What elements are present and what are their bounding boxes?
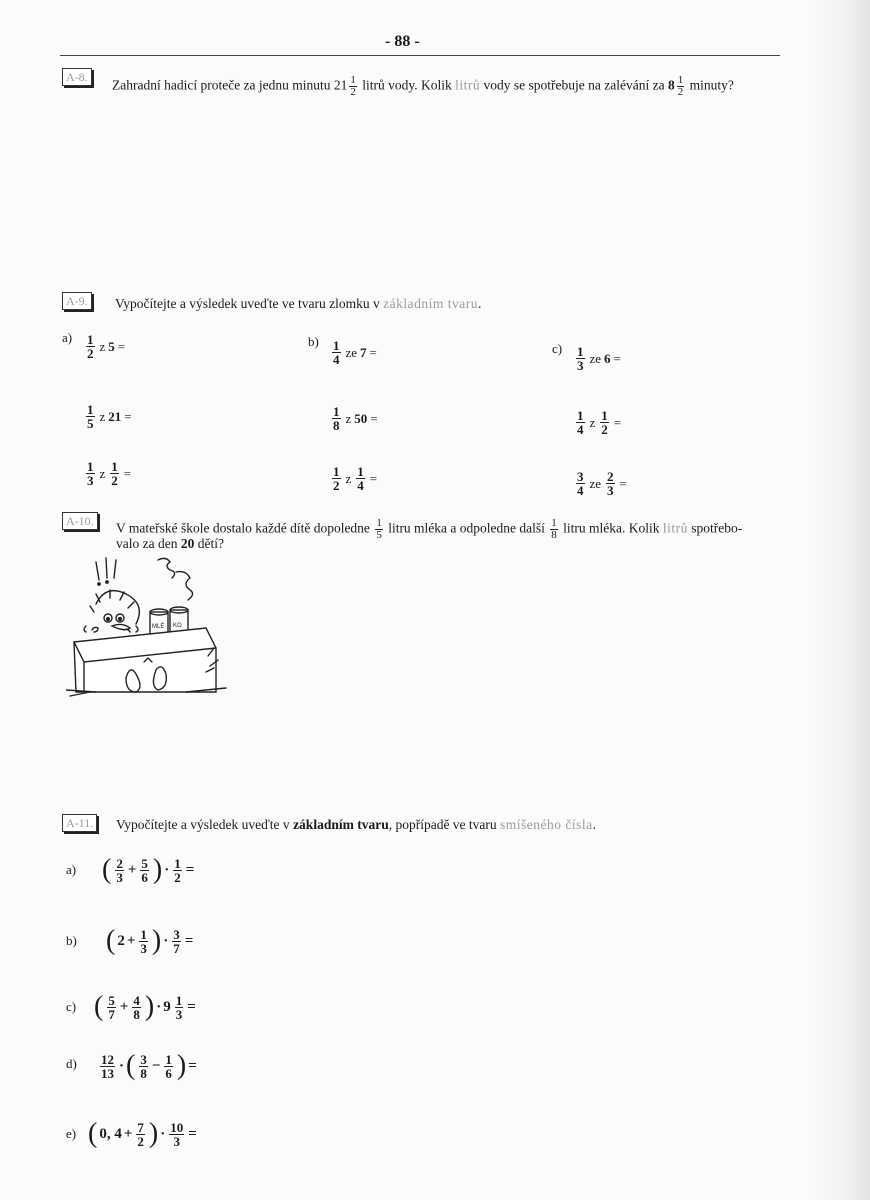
- exercise-label-a10: A-10.: [62, 512, 98, 530]
- a11c-dot: ·: [156, 998, 162, 1015]
- a11a-f2n: 5: [141, 855, 148, 871]
- a11a-f1: [115, 857, 124, 884]
- a11c-f2n: 4: [133, 992, 140, 1008]
- cartoon-cup2-label: KO: [173, 623, 182, 629]
- a11-text3: .: [592, 817, 597, 832]
- a9-task-value-fraction: [606, 470, 615, 497]
- a9-task: [574, 409, 621, 436]
- a11b-op: +: [126, 932, 136, 949]
- a9-task-den: 2: [333, 478, 340, 493]
- a11a-dot: ·: [164, 861, 170, 878]
- a9-task-op: ze: [345, 344, 358, 360]
- a11e-f2: [169, 1121, 184, 1148]
- a11e-f1: [136, 1121, 145, 1148]
- a9-task-value: 7: [360, 344, 367, 360]
- a11c-f2: [132, 994, 141, 1021]
- a10-frac2: [550, 518, 558, 541]
- a11e-rparen: ): [148, 1118, 159, 1149]
- a9-task: [330, 405, 378, 432]
- exercise-a10-line2: [116, 536, 224, 552]
- cartoon-cup1-label: MLÉ: [152, 624, 165, 630]
- a11c-f1n: 5: [108, 992, 115, 1008]
- a11b-dot: ·: [163, 932, 169, 949]
- a9-task-num: 3: [577, 469, 584, 484]
- a9-task-op: z: [99, 465, 106, 481]
- a9-letter-c: c): [552, 341, 563, 356]
- a11-expr-c: [94, 993, 196, 1021]
- a8-frac1-den: 2: [350, 86, 356, 98]
- a11d-f1: [139, 1053, 148, 1080]
- a9-task-num: 1: [333, 404, 340, 419]
- a9-task-value-fraction: [600, 409, 609, 436]
- a8-frac2: [677, 75, 685, 98]
- a9-task-fraction: [576, 409, 585, 436]
- scan-shadow: [810, 0, 870, 1200]
- a9-task-vden: 2: [601, 422, 608, 437]
- a9-task-eq: =: [369, 344, 377, 360]
- a9-task-num: 1: [87, 402, 94, 417]
- a8-frac2-num: 1: [677, 74, 684, 86]
- a11b-eq: =: [184, 932, 194, 949]
- a11-text2: , popřípadě ve tvaru: [388, 817, 497, 832]
- a11-expr-a: [102, 856, 194, 884]
- a11c-f3n: 1: [175, 992, 183, 1008]
- a11b-rparen: ): [151, 925, 162, 956]
- a11-letter-b: b): [66, 933, 77, 948]
- a11a-f2: [140, 857, 149, 884]
- a11c-f2d: 8: [133, 1006, 140, 1022]
- a11e-dot: ·: [160, 1125, 166, 1142]
- exercise-label-a11: A-11.: [62, 814, 97, 832]
- a10-line2a: valo za den: [116, 536, 178, 551]
- a9-task-den: 3: [87, 473, 94, 488]
- a11d-op: −: [151, 1057, 161, 1074]
- a9-text2: .: [478, 296, 482, 311]
- a11c-lparen: (: [94, 991, 104, 1022]
- a11-text1: Vypočítejte a výsledek uveďte v: [116, 817, 290, 832]
- a11-expr-e: [88, 1120, 197, 1148]
- a11d-f0n: 12: [101, 1051, 114, 1067]
- a11e-f2n: 10: [170, 1119, 184, 1135]
- a9-task-eq: =: [370, 410, 378, 426]
- a11e-f1d: 2: [137, 1133, 144, 1149]
- a10-line2c: dětí?: [197, 536, 224, 551]
- a8-text2: litrů vody. Kolik: [362, 77, 452, 93]
- a9-task-value-fraction: [110, 460, 119, 487]
- a8-frac2-den: 2: [677, 86, 684, 98]
- a10-text3: litru mléka. Kolik: [563, 520, 660, 536]
- a10-text2: litru mléka a odpoledne další: [388, 520, 545, 536]
- a11b-lparen: (: [106, 925, 116, 956]
- a8-text1: Zahradní hadicí proteče za jednu minutu: [112, 77, 331, 93]
- a9-task-value: 50: [354, 410, 368, 426]
- a11b-f1n: 1: [140, 926, 147, 942]
- a9-task: [330, 465, 377, 492]
- a10-frac1-num: 1: [376, 517, 382, 529]
- a11-expr-b: [106, 927, 193, 955]
- a9-task-den: 4: [577, 422, 584, 437]
- a9-task-fraction: [86, 403, 95, 430]
- a11e-f1n: 7: [137, 1119, 144, 1135]
- a9-task-eq: =: [619, 475, 627, 491]
- a9-task-op: z: [345, 470, 352, 486]
- a11d-lparen: (: [126, 1050, 136, 1081]
- a11c-rparen: ): [144, 991, 155, 1022]
- a9-task-num: 1: [87, 459, 94, 474]
- a11d-f0: [100, 1053, 115, 1080]
- a10-frac2-den: 8: [551, 529, 557, 541]
- a11c-f1d: 7: [108, 1006, 115, 1022]
- a8-frac1-num: 1: [350, 74, 356, 86]
- a9-task-num: 1: [333, 464, 340, 479]
- a11a-lparen: (: [102, 854, 112, 885]
- a9-letter-b: b): [308, 334, 319, 349]
- header-rule: [60, 55, 780, 56]
- a9-task-op: ze: [589, 475, 602, 491]
- exercise-a11-text: [116, 817, 596, 833]
- a11d-dot: ·: [119, 1057, 125, 1074]
- a11b-f2d: 7: [173, 940, 180, 956]
- a11a-op: +: [127, 861, 137, 878]
- a11d-f1d: 8: [140, 1065, 147, 1081]
- a9-task-den: 4: [577, 483, 584, 498]
- a11-letter-a: a): [66, 862, 77, 877]
- a9-task-den: 2: [87, 346, 94, 361]
- a8-text3: vody se spotřebuje na zalévání za: [483, 77, 665, 93]
- a9-task-fraction: [576, 470, 585, 497]
- a11a-f2d: 6: [141, 869, 148, 885]
- a11c-f1: [107, 994, 116, 1021]
- a9-task-den: 4: [333, 352, 340, 367]
- page-number: - 88 -: [385, 33, 420, 50]
- a11a-f1d: 3: [116, 869, 123, 885]
- a10-frac1: [375, 518, 383, 541]
- a11-letter-c: c): [66, 999, 77, 1014]
- a9-task-num: 1: [577, 408, 584, 423]
- a11d-f0d: 13: [101, 1065, 114, 1081]
- a11c-op: +: [119, 998, 129, 1015]
- a11a-f3: [173, 857, 182, 884]
- a9-task-fraction: [86, 333, 95, 360]
- a11d-f1n: 3: [140, 1051, 147, 1067]
- a9-task-eq: =: [613, 414, 622, 430]
- a9-task: [84, 403, 132, 430]
- a9-task-vnum: 1: [601, 408, 608, 423]
- a9-task-op: z: [345, 410, 352, 426]
- a11b-f1d: 3: [140, 940, 147, 956]
- exercise-label-a8: A-8.: [62, 68, 92, 86]
- a9-task-fraction: [332, 405, 341, 432]
- a11c-mixed-whole: 9: [163, 998, 171, 1015]
- a9-task-vnum: 1: [357, 464, 364, 479]
- a11-letter-d: d): [66, 1056, 77, 1071]
- exercise-label-a9: A-9.: [62, 292, 92, 310]
- a9-task: [84, 460, 131, 487]
- a11c-f3d: 3: [175, 1006, 183, 1022]
- a8-frac1: [349, 75, 357, 98]
- a11b-f2: [172, 928, 181, 955]
- a9-task-vden: 3: [607, 483, 614, 498]
- a11e-lparen: (: [88, 1118, 98, 1149]
- a11a-eq: =: [185, 861, 195, 878]
- a9-task-vden: 2: [111, 473, 118, 488]
- a11-bold: základním tvaru: [293, 817, 389, 832]
- a11d-f2n: 1: [165, 1051, 172, 1067]
- a9-task-den: 3: [577, 358, 584, 373]
- a10-line2b: 20: [180, 536, 195, 551]
- a11a-f3n: 1: [174, 855, 181, 871]
- a9-task-eq: =: [123, 465, 132, 481]
- a11-highlight: smíšeného čísla: [500, 817, 593, 832]
- a11e-op: +: [123, 1125, 133, 1142]
- a9-task-vnum: 1: [111, 459, 118, 474]
- exercise-a9-text: [115, 296, 481, 312]
- a11e-eq: =: [188, 1125, 197, 1142]
- a9-task: [84, 333, 125, 360]
- a11b-f2n: 3: [173, 926, 180, 942]
- a9-task: [574, 345, 621, 372]
- a9-task-num: 1: [577, 344, 584, 359]
- a11d-rparen: ): [176, 1050, 187, 1081]
- a9-highlight: základním tvaru: [383, 296, 478, 311]
- a11e-decimal: 0, 4: [99, 1125, 122, 1142]
- a11a-f3d: 2: [174, 869, 181, 885]
- a9-task-den: 5: [87, 416, 94, 431]
- a11e-f2d: 3: [173, 1133, 180, 1149]
- a8-whole1: 21: [333, 77, 348, 93]
- a9-task-vnum: 2: [607, 469, 614, 484]
- a9-letter-a: a): [62, 330, 73, 345]
- a9-task-fraction: [332, 465, 341, 492]
- a10-frac2-num: 1: [551, 517, 557, 529]
- a9-text1: Vypočítejte a výsledek uveďte ve tvaru zlomku v: [115, 296, 380, 311]
- a9-task-value: 6: [604, 350, 611, 366]
- a10-frac1-den: 5: [376, 529, 382, 541]
- a9-task: [574, 470, 627, 497]
- a9-task-den: 8: [333, 418, 340, 433]
- a10-highlight: litrů: [662, 520, 688, 536]
- exercise-a8-text: [112, 75, 734, 98]
- a11c-eq: =: [187, 998, 196, 1015]
- a9-task-op: z: [99, 338, 106, 354]
- a11d-f2d: 6: [165, 1065, 172, 1081]
- a11c-f3: [175, 994, 184, 1021]
- a8-whole2: 8: [667, 77, 675, 93]
- a11a-rparen: ): [152, 854, 163, 885]
- a9-task-eq: =: [369, 470, 378, 486]
- a11b-whole: 2: [117, 932, 125, 949]
- a11d-eq: =: [188, 1057, 197, 1074]
- a9-task-op: z: [589, 414, 596, 430]
- a9-task-op: ze: [589, 350, 602, 366]
- a9-task-eq: =: [117, 338, 126, 354]
- a9-task-value: 21: [108, 408, 122, 424]
- a9-task-fraction: [86, 460, 95, 487]
- a11b-f1: [139, 928, 148, 955]
- a11d-f2: [164, 1053, 173, 1080]
- a11-expr-d: [98, 1052, 197, 1080]
- a9-task-eq: =: [613, 350, 621, 366]
- cartoon-child-milk-illustration: [66, 552, 231, 700]
- a9-task-value: 5: [108, 338, 115, 354]
- a9-task-fraction: [576, 345, 585, 372]
- a9-task-num: 1: [333, 338, 340, 353]
- a10-text1: V mateřské škole dostalo každé dítě dopoledne: [116, 520, 370, 536]
- a9-task-value-fraction: [356, 465, 365, 492]
- a9-task-eq: =: [124, 408, 132, 424]
- a9-task: [330, 339, 377, 366]
- a10-text4: spotřebo-: [691, 520, 743, 536]
- a9-task-op: z: [99, 408, 106, 424]
- a9-task-fraction: [332, 339, 341, 366]
- a9-task-num: 1: [87, 332, 94, 347]
- a8-highlight: litrů: [455, 77, 481, 93]
- a9-task-vden: 4: [357, 478, 364, 493]
- a11-letter-e: e): [66, 1126, 77, 1141]
- a11a-f1n: 2: [116, 855, 123, 871]
- a8-text4: minuty?: [689, 77, 734, 93]
